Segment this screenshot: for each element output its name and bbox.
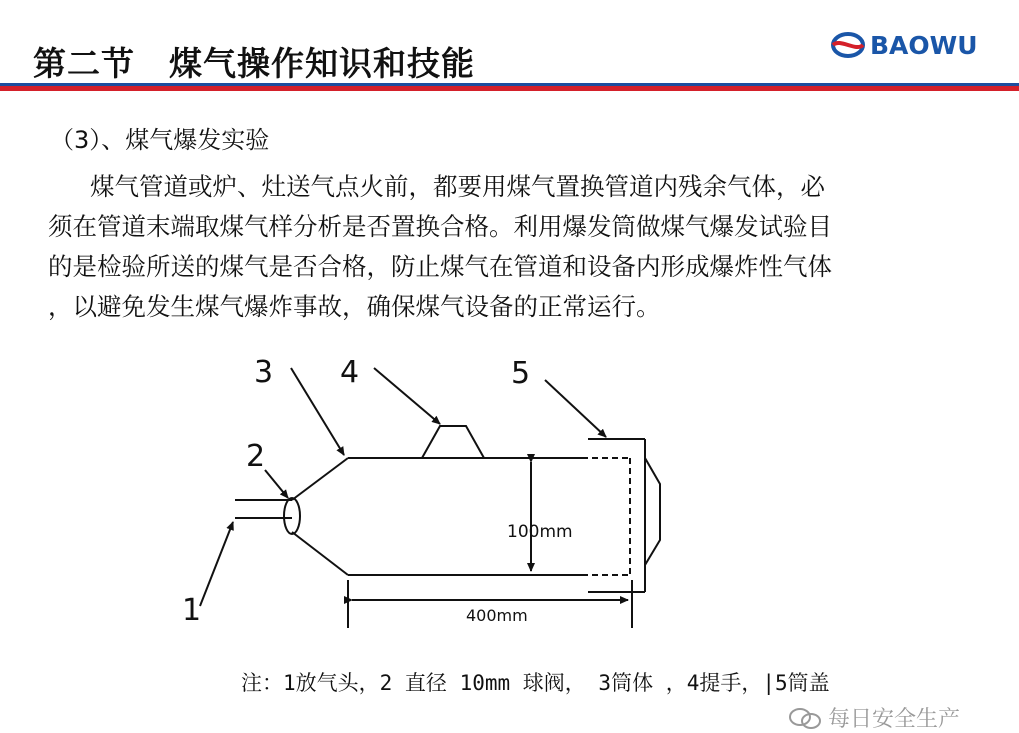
ball-valve — [284, 498, 300, 534]
label-1: 1 — [182, 593, 202, 628]
page-title: 第二节 煤气操作知识和技能 — [33, 44, 475, 83]
label-5: 5 — [511, 356, 531, 391]
lid-cap — [645, 458, 660, 565]
watermark — [788, 702, 960, 733]
leader-4 — [374, 368, 440, 424]
paragraph-line: 须在管道末端取煤气样分析是否置换合格。利用爆发筒做煤气爆发试验目 — [48, 212, 832, 241]
handle — [422, 426, 484, 458]
label-4: 4 — [340, 355, 360, 390]
paragraph-line: 煤气管道或炉、灶送气点火前，都要用煤气置换管道内残余气体，必 — [90, 172, 825, 201]
cylinder-cone-top — [292, 458, 348, 500]
paragraph-line: ，以避免发生煤气爆炸事故，确保煤气设备的正常运行。 — [48, 292, 661, 321]
watermark-text: 每日安全生产 — [828, 707, 961, 732]
paragraph-line: 的是检验所送的煤气是否合格，防止煤气在管道和设备内形成爆炸性气体 — [48, 252, 832, 281]
leader-1 — [200, 522, 233, 606]
section-subheading: （3）、煤气爆发实验 — [50, 126, 270, 154]
dim-height-label: 100mm — [507, 522, 573, 542]
label-2: 2 — [246, 439, 266, 474]
label-3: 3 — [254, 355, 274, 390]
diagram-note: 注：1放气头，2 直径 10mm 球阀， 3筒体 ，4提手，|5筒盖 — [241, 671, 830, 695]
cylinder-cone-bottom — [292, 532, 348, 575]
dim-length-label: 400mm — [466, 606, 528, 625]
logo-text: BAOWU — [870, 30, 978, 60]
leader-5 — [545, 380, 606, 437]
wechat-icon — [788, 707, 822, 729]
leader-2 — [265, 470, 288, 498]
leader-3 — [291, 368, 344, 455]
